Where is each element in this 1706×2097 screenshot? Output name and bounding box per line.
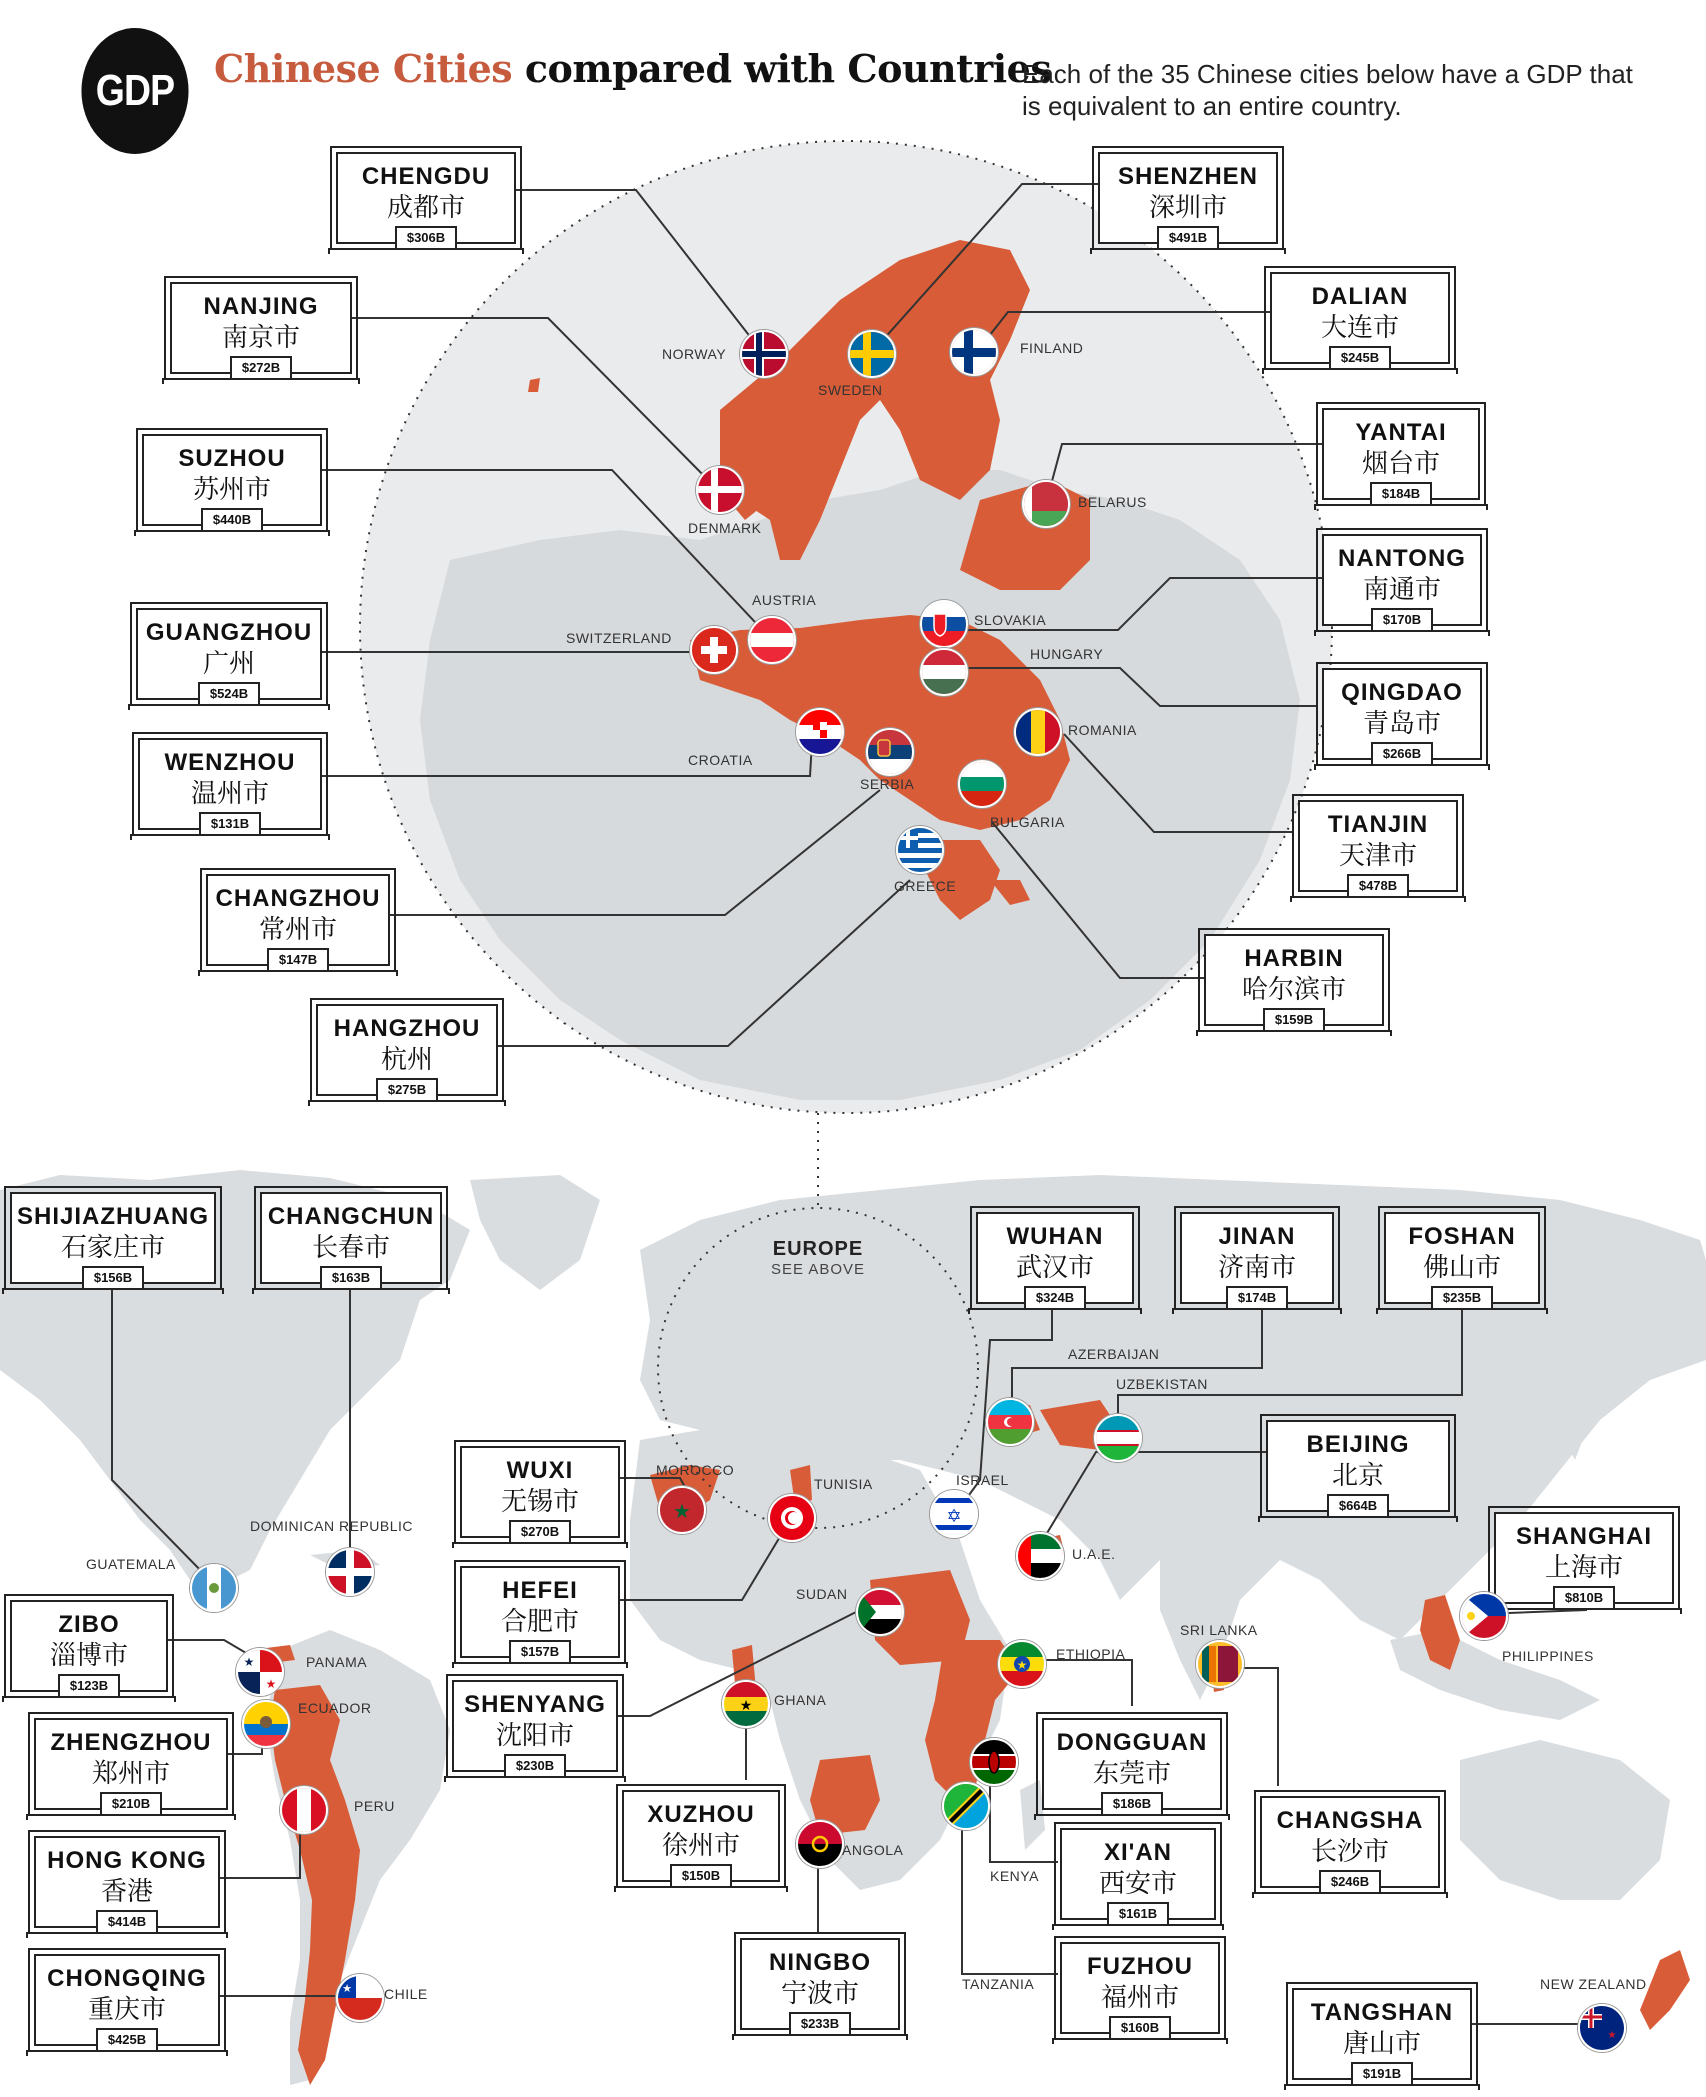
switzerland-label: SWITZERLAND bbox=[566, 630, 672, 646]
chile-flag-icon bbox=[336, 1974, 384, 2022]
city-name-cn: 深圳市 bbox=[1148, 193, 1227, 223]
city-name-en: CHANGZHOU bbox=[215, 885, 381, 912]
city-name-en: ZIBO bbox=[58, 1611, 120, 1638]
ecuador-flag-icon bbox=[242, 1700, 290, 1748]
europe-note-subtitle: SEE ABOVE bbox=[770, 1261, 866, 1278]
city-gdp: $524B bbox=[198, 682, 260, 704]
city-card-guangzhou bbox=[136, 608, 322, 700]
city-gdp: $810B bbox=[1553, 1586, 1615, 1608]
city-gdp: $414B bbox=[96, 1910, 158, 1932]
city-gdp: $157B bbox=[509, 1640, 571, 1662]
guatemala-label: GUATEMALA bbox=[86, 1556, 176, 1572]
city-gdp: $160B bbox=[1109, 2016, 1171, 2038]
philippines-label: PHILIPPINES bbox=[1502, 1648, 1594, 1664]
panama-label: PANAMA bbox=[306, 1654, 368, 1670]
city-card-changzhou bbox=[206, 874, 390, 966]
city-name-en: DONGGUAN bbox=[1056, 1729, 1208, 1756]
chile-label: CHILE bbox=[384, 1986, 428, 2002]
sudan-label: SUDAN bbox=[796, 1586, 848, 1602]
city-name-en: DALIAN bbox=[1311, 283, 1409, 310]
city-card-nantong bbox=[1322, 534, 1482, 626]
city-name-en: YANTAI bbox=[1355, 419, 1447, 446]
guatemala-flag-icon bbox=[190, 1564, 238, 1612]
city-name-en: CHANGSHA bbox=[1276, 1807, 1424, 1834]
city-name-en: SUZHOU bbox=[178, 445, 286, 472]
sudan-flag-icon bbox=[856, 1588, 904, 1636]
city-name-cn: 佛山市 bbox=[1422, 1253, 1501, 1283]
city-name-en: ZHENGZHOU bbox=[50, 1729, 212, 1756]
city-card-shenzhen bbox=[1098, 152, 1278, 244]
gdp-logo: GDP bbox=[81, 28, 188, 154]
city-gdp: $245B bbox=[1329, 346, 1391, 368]
city-name-en: JINAN bbox=[1218, 1223, 1296, 1250]
city-card-harbin bbox=[1204, 934, 1384, 1026]
new-zealand-label: NEW ZEALAND bbox=[1540, 1976, 1647, 1992]
ethiopia-flag-icon bbox=[998, 1640, 1046, 1688]
city-name-en: CHANGCHUN bbox=[267, 1203, 435, 1230]
city-gdp: $156B bbox=[82, 1266, 144, 1288]
svg-text:★: ★ bbox=[739, 1698, 753, 1714]
city-name-cn: 哈尔滨市 bbox=[1241, 975, 1346, 1005]
city-card-tianjin bbox=[1298, 800, 1458, 892]
ghana-flag-icon bbox=[722, 1680, 770, 1728]
philippines-flag-icon bbox=[1460, 1592, 1508, 1640]
city-name-en: WUXI bbox=[506, 1457, 574, 1484]
city-gdp: $174B bbox=[1226, 1286, 1288, 1308]
hungary-label: HUNGARY bbox=[1030, 646, 1104, 662]
city-name-en: FUZHOU bbox=[1087, 1953, 1193, 1980]
tunisia-flag-icon bbox=[768, 1494, 816, 1542]
city-name-en: TIANJIN bbox=[1327, 811, 1429, 838]
city-name-en: BEIJING bbox=[1306, 1431, 1410, 1458]
city-card-xian bbox=[1060, 1828, 1216, 1920]
kenya-flag-icon bbox=[970, 1738, 1018, 1786]
city-name-en: GUANGZHOU bbox=[145, 619, 313, 646]
sweden-flag-icon bbox=[848, 330, 896, 378]
city-card-dalian bbox=[1270, 272, 1450, 364]
angola-label: ANGOLA bbox=[842, 1842, 904, 1858]
city-card-wuxi bbox=[460, 1446, 620, 1538]
greece-flag-icon bbox=[896, 826, 944, 874]
city-card-changchun bbox=[260, 1192, 442, 1284]
city-gdp: $275B bbox=[376, 1078, 438, 1100]
city-card-suzhou bbox=[142, 434, 322, 526]
svg-text:★: ★ bbox=[342, 1982, 352, 1995]
city-card-shanghai bbox=[1494, 1512, 1674, 1604]
ecuador-label: ECUADOR bbox=[298, 1700, 372, 1716]
city-name-cn: 东莞市 bbox=[1092, 1759, 1171, 1789]
finland-flag-icon bbox=[950, 328, 998, 376]
angola-flag-icon bbox=[796, 1820, 844, 1868]
city-gdp: $184B bbox=[1370, 482, 1432, 504]
croatia-flag-icon bbox=[796, 708, 844, 756]
city-gdp: $186B bbox=[1101, 1792, 1163, 1814]
city-card-fuzhou bbox=[1060, 1942, 1220, 2034]
city-name-cn: 上海市 bbox=[1544, 1553, 1623, 1583]
city-gdp: $230B bbox=[504, 1754, 566, 1776]
svg-text:★: ★ bbox=[1016, 1658, 1028, 1672]
city-name-cn: 武汉市 bbox=[1015, 1253, 1094, 1283]
panama-flag-icon bbox=[236, 1648, 284, 1696]
city-name-cn: 长春市 bbox=[311, 1233, 390, 1263]
hungary-flag-icon bbox=[920, 648, 968, 696]
city-name-cn: 福州市 bbox=[1100, 1983, 1179, 2013]
city-gdp: $664B bbox=[1327, 1494, 1389, 1516]
city-card-foshan bbox=[1384, 1212, 1540, 1304]
israel-label: ISRAEL bbox=[956, 1472, 1009, 1488]
city-name-en: HARBIN bbox=[1244, 945, 1344, 972]
city-name-cn: 北京 bbox=[1331, 1461, 1384, 1491]
slovakia-flag-icon bbox=[920, 600, 968, 648]
austria-label: AUSTRIA bbox=[752, 592, 817, 608]
city-card-chongqing bbox=[34, 1954, 220, 2046]
city-name-en: WENZHOU bbox=[164, 749, 296, 776]
uzbekistan-flag-icon bbox=[1094, 1414, 1142, 1462]
title-rest: compared with Countries bbox=[524, 46, 1052, 91]
city-name-en: NINGBO bbox=[769, 1949, 871, 1976]
greece-label: GREECE bbox=[894, 878, 957, 894]
city-name-cn: 沈阳市 bbox=[495, 1721, 574, 1751]
city-card-hangzhou bbox=[316, 1004, 498, 1096]
city-name-en: NANJING bbox=[203, 293, 319, 320]
europe-note-title: EUROPE bbox=[772, 1238, 864, 1260]
city-name-cn: 烟台市 bbox=[1361, 449, 1440, 479]
dominican-republic-label: DOMINICAN REPUBLIC bbox=[250, 1518, 414, 1534]
city-card-jinan bbox=[1180, 1212, 1334, 1304]
new-zealand-flag-icon bbox=[1578, 2004, 1626, 2052]
city-name-cn: 青岛市 bbox=[1362, 709, 1441, 739]
israel-flag-icon bbox=[930, 1490, 978, 1538]
denmark-flag-icon bbox=[696, 466, 744, 514]
city-name-cn: 南京市 bbox=[221, 323, 300, 353]
city-name-en: WUHAN bbox=[1006, 1223, 1104, 1250]
city-card-tangshan bbox=[1292, 1988, 1472, 2080]
city-gdp: $270B bbox=[509, 1520, 571, 1542]
city-card-chengdu bbox=[336, 152, 516, 244]
sri-lanka-label: SRI LANKA bbox=[1180, 1622, 1258, 1638]
austria-flag-icon bbox=[748, 616, 796, 664]
city-gdp: $440B bbox=[201, 508, 263, 530]
svg-text:★: ★ bbox=[265, 1677, 277, 1691]
city-name-cn: 天津市 bbox=[1338, 841, 1417, 871]
ghana-label: GHANA bbox=[774, 1692, 827, 1708]
norway-label: NORWAY bbox=[662, 346, 727, 362]
city-gdp: $159B bbox=[1263, 1008, 1325, 1030]
city-name-en: SHANGHAI bbox=[1515, 1523, 1652, 1550]
finland-label: FINLAND bbox=[1020, 340, 1084, 356]
belarus-label: BELARUS bbox=[1078, 494, 1147, 510]
city-name-cn: 香港 bbox=[100, 1877, 153, 1907]
city-gdp: $272B bbox=[230, 356, 292, 378]
city-gdp: $147B bbox=[267, 948, 329, 970]
city-card-beijing bbox=[1266, 1420, 1450, 1512]
city-name-cn: 宁波市 bbox=[780, 1979, 859, 2009]
denmark-label: DENMARK bbox=[688, 520, 762, 536]
city-name-en: TANGSHAN bbox=[1310, 1999, 1454, 2026]
dominican-republic-flag-icon bbox=[326, 1548, 374, 1596]
city-name-cn: 温州市 bbox=[190, 779, 269, 809]
tanzania-label: TANZANIA bbox=[962, 1976, 1035, 1992]
city-card-shijiazhuang bbox=[10, 1192, 216, 1284]
svg-text:★: ★ bbox=[673, 1499, 691, 1523]
peru-flag-icon bbox=[280, 1786, 328, 1834]
city-name-cn: 南通市 bbox=[1362, 575, 1441, 605]
svg-text:★: ★ bbox=[243, 1655, 255, 1669]
city-name-en: SHENZHEN bbox=[1117, 163, 1258, 190]
city-name-en: SHIJIAZHUANG bbox=[16, 1203, 209, 1230]
bulgaria-label: BULGARIA bbox=[990, 814, 1065, 830]
city-card-wenzhou bbox=[138, 738, 322, 830]
city-gdp: $306B bbox=[395, 226, 457, 248]
city-name-en: QINGDAO bbox=[1341, 679, 1463, 706]
europe-note bbox=[762, 1238, 874, 1278]
city-card-zhengzhou bbox=[34, 1718, 228, 1810]
city-card-xuzhou bbox=[622, 1790, 780, 1882]
tunisia-label: TUNISIA bbox=[814, 1476, 873, 1492]
city-name-en: HANGZHOU bbox=[333, 1015, 481, 1042]
city-card-yantai bbox=[1322, 408, 1480, 500]
city-name-en: NANTONG bbox=[1338, 545, 1466, 572]
page-title bbox=[214, 46, 1051, 91]
city-card-ningbo bbox=[740, 1938, 900, 2030]
title-accent: Chinese Cities bbox=[214, 46, 513, 91]
city-gdp: $161B bbox=[1107, 1902, 1169, 1924]
city-card-hefei bbox=[460, 1566, 620, 1658]
city-card-dongguan bbox=[1042, 1718, 1222, 1810]
slovakia-label: SLOVAKIA bbox=[974, 612, 1047, 628]
city-card-zibo bbox=[10, 1600, 168, 1692]
switzerland-flag-icon bbox=[690, 626, 738, 674]
azerbaijan-flag-icon bbox=[986, 1398, 1034, 1446]
city-name-cn: 徐州市 bbox=[661, 1831, 740, 1861]
city-gdp: $425B bbox=[96, 2028, 158, 2050]
uae-flag-icon bbox=[1016, 1532, 1064, 1580]
peru-label: PERU bbox=[354, 1798, 395, 1814]
city-name-cn: 广州 bbox=[202, 649, 255, 679]
city-gdp: $170B bbox=[1371, 608, 1433, 630]
croatia-label: CROATIA bbox=[688, 752, 753, 768]
city-gdp: $191B bbox=[1351, 2062, 1413, 2084]
city-name-cn: 长沙市 bbox=[1310, 1837, 1389, 1867]
uzbekistan-label: UZBEKISTAN bbox=[1116, 1376, 1208, 1392]
city-gdp: $131B bbox=[199, 812, 261, 834]
city-name-cn: 西安市 bbox=[1098, 1869, 1177, 1899]
city-name-cn: 杭州 bbox=[380, 1045, 433, 1075]
city-name-cn: 济南市 bbox=[1217, 1253, 1296, 1283]
svg-text:✡: ✡ bbox=[946, 1506, 962, 1527]
serbia-flag-icon bbox=[866, 728, 914, 776]
city-name-cn: 大连市 bbox=[1320, 313, 1399, 343]
city-name-cn: 无锡市 bbox=[500, 1487, 579, 1517]
city-name-en: CHONGQING bbox=[47, 1965, 207, 1992]
city-name-en: XUZHOU bbox=[647, 1801, 755, 1828]
city-name-cn: 合肥市 bbox=[500, 1607, 579, 1637]
uae-label: U.A.E. bbox=[1072, 1546, 1116, 1562]
city-gdp: $163B bbox=[320, 1266, 382, 1288]
city-gdp: $150B bbox=[670, 1864, 732, 1886]
sweden-label: SWEDEN bbox=[818, 382, 883, 398]
svg-text:★: ★ bbox=[1607, 2030, 1617, 2041]
page-description: Each of the 35 Chinese cities below have a GDP that is equivalent to an entire country. bbox=[1022, 59, 1633, 121]
city-gdp: $491B bbox=[1157, 226, 1219, 248]
morocco-flag-icon bbox=[658, 1486, 706, 1534]
city-name-cn: 郑州市 bbox=[91, 1759, 170, 1789]
city-card-changsha bbox=[1260, 1796, 1440, 1888]
bulgaria-flag-icon bbox=[958, 760, 1006, 808]
norway-flag-icon bbox=[740, 330, 788, 378]
city-name-en: CHENGDU bbox=[361, 163, 491, 190]
ethiopia-label: ETHIOPIA bbox=[1056, 1646, 1126, 1662]
kenya-label: KENYA bbox=[990, 1868, 1039, 1884]
city-card-wuhan bbox=[976, 1212, 1134, 1304]
tanzania-flag-icon bbox=[942, 1782, 990, 1830]
city-name-cn: 唐山市 bbox=[1342, 2029, 1421, 2059]
city-gdp: $324B bbox=[1024, 1286, 1086, 1308]
city-gdp: $233B bbox=[789, 2012, 851, 2034]
city-card-shenyang bbox=[452, 1680, 618, 1772]
city-name-cn: 成都市 bbox=[386, 193, 465, 223]
city-gdp: $246B bbox=[1319, 1870, 1381, 1892]
city-card-hongkong bbox=[34, 1836, 220, 1928]
romania-label: ROMANIA bbox=[1068, 722, 1137, 738]
city-card-qingdao bbox=[1322, 668, 1482, 760]
city-name-cn: 苏州市 bbox=[192, 475, 271, 505]
romania-flag-icon bbox=[1014, 708, 1062, 756]
city-name-en: XI'AN bbox=[1103, 1839, 1173, 1866]
sri-lanka-flag-icon bbox=[1196, 1640, 1244, 1688]
city-name-en: HONG KONG bbox=[47, 1847, 207, 1874]
azerbaijan-label: AZERBAIJAN bbox=[1068, 1346, 1160, 1362]
city-name-cn: 常州市 bbox=[258, 915, 337, 945]
city-gdp: $266B bbox=[1371, 742, 1433, 764]
city-card-nanjing bbox=[170, 282, 352, 374]
city-name-cn: 石家庄市 bbox=[60, 1233, 165, 1263]
city-gdp: $210B bbox=[100, 1792, 162, 1814]
city-name-cn: 重庆市 bbox=[87, 1995, 166, 2025]
belarus-flag-icon bbox=[1022, 480, 1070, 528]
morocco-label: MOROCCO bbox=[656, 1462, 735, 1478]
city-name-en: HEFEI bbox=[502, 1577, 578, 1604]
city-gdp: $123B bbox=[58, 1674, 120, 1696]
city-gdp: $478B bbox=[1347, 874, 1409, 896]
city-name-en: SHENYANG bbox=[464, 1691, 606, 1718]
city-name-en: FOSHAN bbox=[1408, 1223, 1516, 1250]
city-name-cn: 淄博市 bbox=[49, 1641, 128, 1671]
city-gdp: $235B bbox=[1431, 1286, 1493, 1308]
serbia-label: SERBIA bbox=[860, 776, 915, 792]
